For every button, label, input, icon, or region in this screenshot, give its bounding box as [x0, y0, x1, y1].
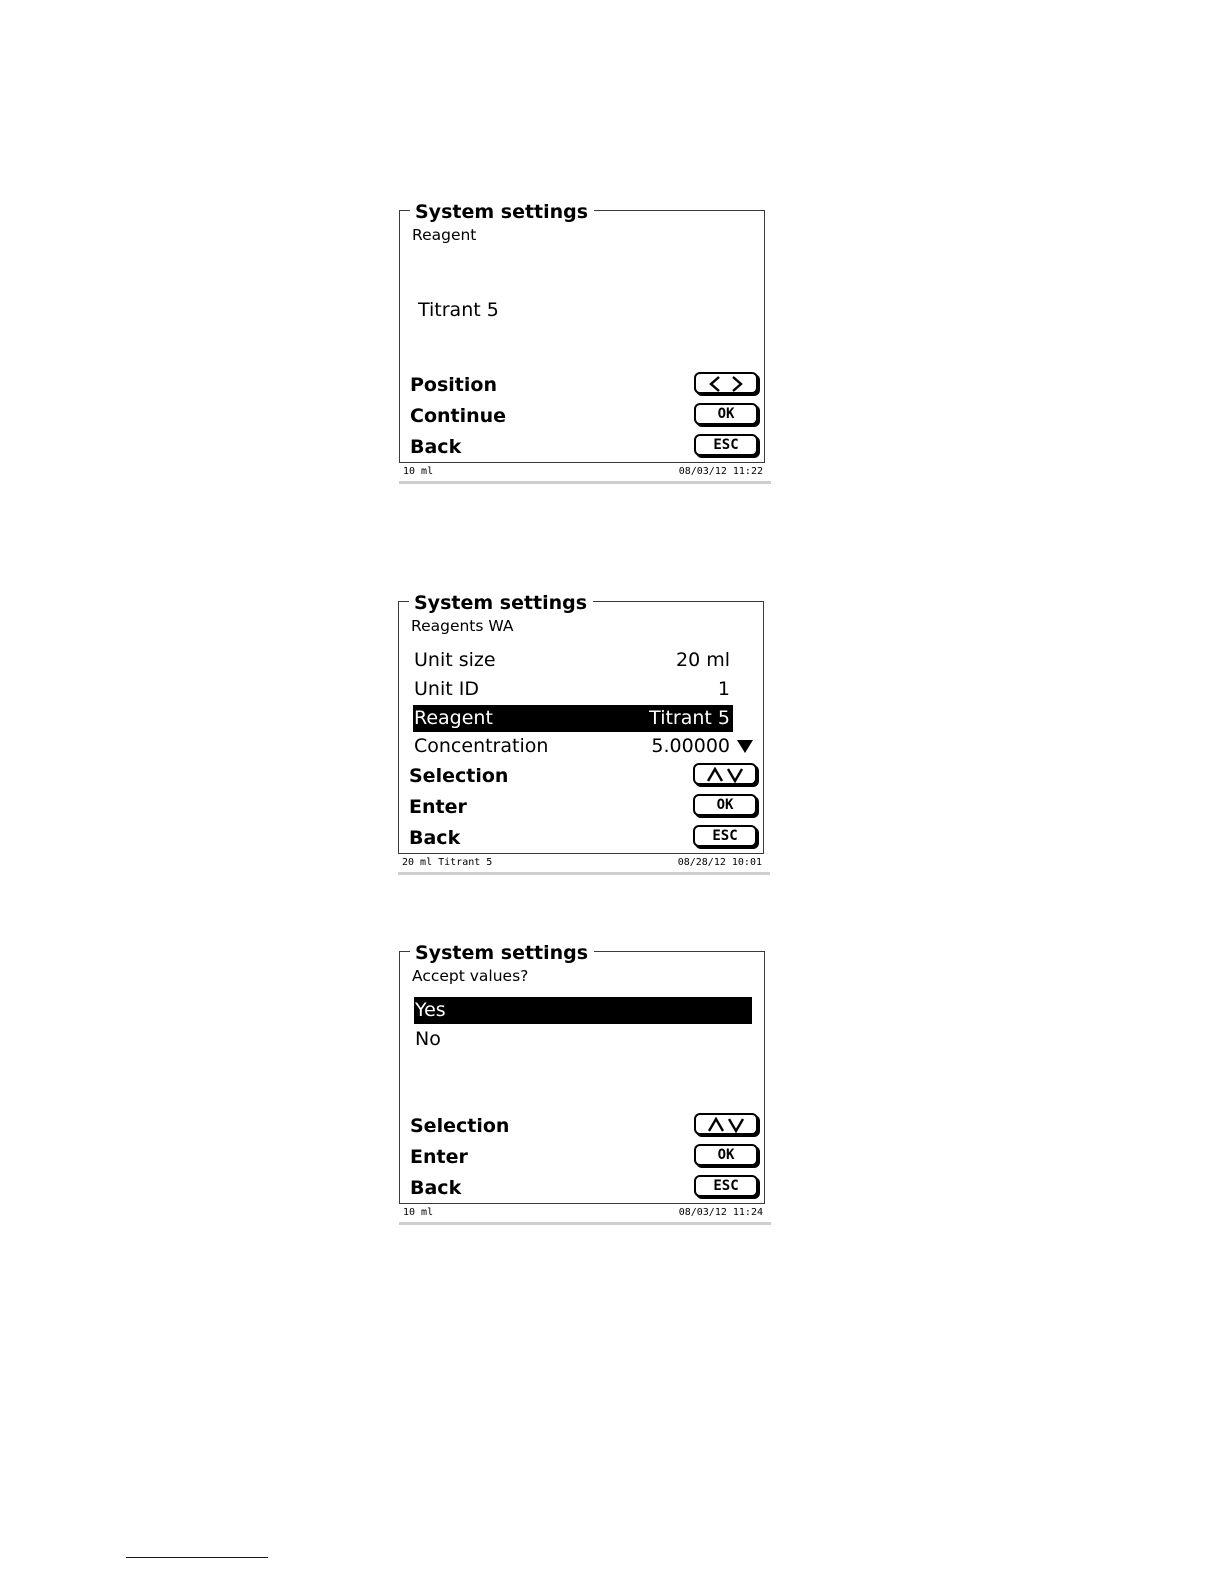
- status-datetime: 08/28/12 10:01: [677, 857, 762, 868]
- row-label: Unit ID: [414, 678, 479, 700]
- back-command[interactable]: [410, 1174, 758, 1202]
- up-down-key[interactable]: [694, 1113, 758, 1135]
- reagent-screen: [399, 201, 771, 485]
- status-unit: 10 ml: [403, 466, 434, 477]
- accept-values-screen: [399, 942, 771, 1226]
- status-unit: 10 ml: [403, 1207, 434, 1218]
- selection-command[interactable]: [410, 1112, 758, 1140]
- ok-key[interactable]: OK: [694, 403, 758, 425]
- status-datetime: 08/03/12 11:24: [678, 1207, 763, 1218]
- position-command[interactable]: [410, 371, 758, 399]
- continue-command[interactable]: [410, 402, 758, 430]
- back-command[interactable]: [409, 824, 757, 852]
- command-label: Back: [410, 1177, 462, 1199]
- reagent-value: Titrant 5: [418, 299, 499, 321]
- list-item-concentration[interactable]: [413, 733, 733, 760]
- status-unit: 20 ml Titrant 5: [402, 857, 493, 868]
- status-bar: [398, 854, 770, 875]
- row-value: 20 ml: [675, 649, 730, 671]
- command-label: Enter: [410, 1146, 468, 1168]
- option-yes[interactable]: [414, 997, 752, 1024]
- screen-subtitle: Accept values?: [412, 967, 529, 985]
- command-label: Selection: [410, 1115, 510, 1137]
- reagents-wa-screen: [398, 592, 770, 876]
- command-label: Continue: [410, 405, 507, 427]
- left-right-key[interactable]: [694, 372, 758, 394]
- up-down-key[interactable]: [693, 763, 757, 785]
- list-item-reagent[interactable]: [413, 705, 733, 732]
- status-bar: [399, 1204, 771, 1225]
- row-label: Unit size: [414, 649, 496, 671]
- enter-command[interactable]: [410, 1143, 758, 1171]
- row-value: 1: [717, 678, 730, 700]
- enter-command[interactable]: [409, 793, 757, 821]
- up-down-arrows-icon: [706, 1117, 746, 1133]
- row-value: Titrant 5: [649, 707, 730, 729]
- screen-frame: [399, 201, 765, 463]
- esc-key[interactable]: ESC: [693, 825, 757, 847]
- screen-title: System settings: [410, 943, 594, 963]
- up-down-arrows-icon: [705, 767, 745, 783]
- screen-subtitle: Reagent: [412, 226, 477, 244]
- list-item-unit-id[interactable]: [413, 676, 733, 703]
- screen-frame: [398, 592, 764, 854]
- row-label: Concentration: [414, 735, 549, 757]
- option-label: Yes: [415, 999, 446, 1021]
- left-right-arrows-icon: [706, 376, 746, 392]
- screen-title: System settings: [410, 202, 594, 222]
- command-label: Selection: [409, 765, 509, 787]
- row-label: Reagent: [414, 707, 493, 729]
- screen-title: System settings: [409, 593, 593, 613]
- command-label: Enter: [409, 796, 467, 818]
- back-command[interactable]: [410, 433, 758, 461]
- command-label: Back: [410, 436, 462, 458]
- footnote-separator: [126, 1557, 268, 1558]
- row-value: 5.00000: [651, 735, 730, 757]
- screen-subtitle: Reagents WA: [411, 617, 514, 635]
- command-label: Position: [410, 374, 497, 396]
- esc-key[interactable]: ESC: [694, 1175, 758, 1197]
- option-no[interactable]: [414, 1026, 752, 1053]
- status-bar: [399, 463, 771, 484]
- esc-key[interactable]: ESC: [694, 434, 758, 456]
- command-label: Back: [409, 827, 461, 849]
- ok-key[interactable]: OK: [694, 1144, 758, 1166]
- screen-frame: [399, 942, 765, 1204]
- option-label: No: [415, 1028, 441, 1050]
- status-datetime: 08/03/12 11:22: [678, 466, 763, 477]
- list-item-unit-size[interactable]: [413, 647, 733, 674]
- ok-key[interactable]: OK: [693, 794, 757, 816]
- selection-command[interactable]: [409, 762, 757, 790]
- triangle-down-icon: [737, 740, 753, 753]
